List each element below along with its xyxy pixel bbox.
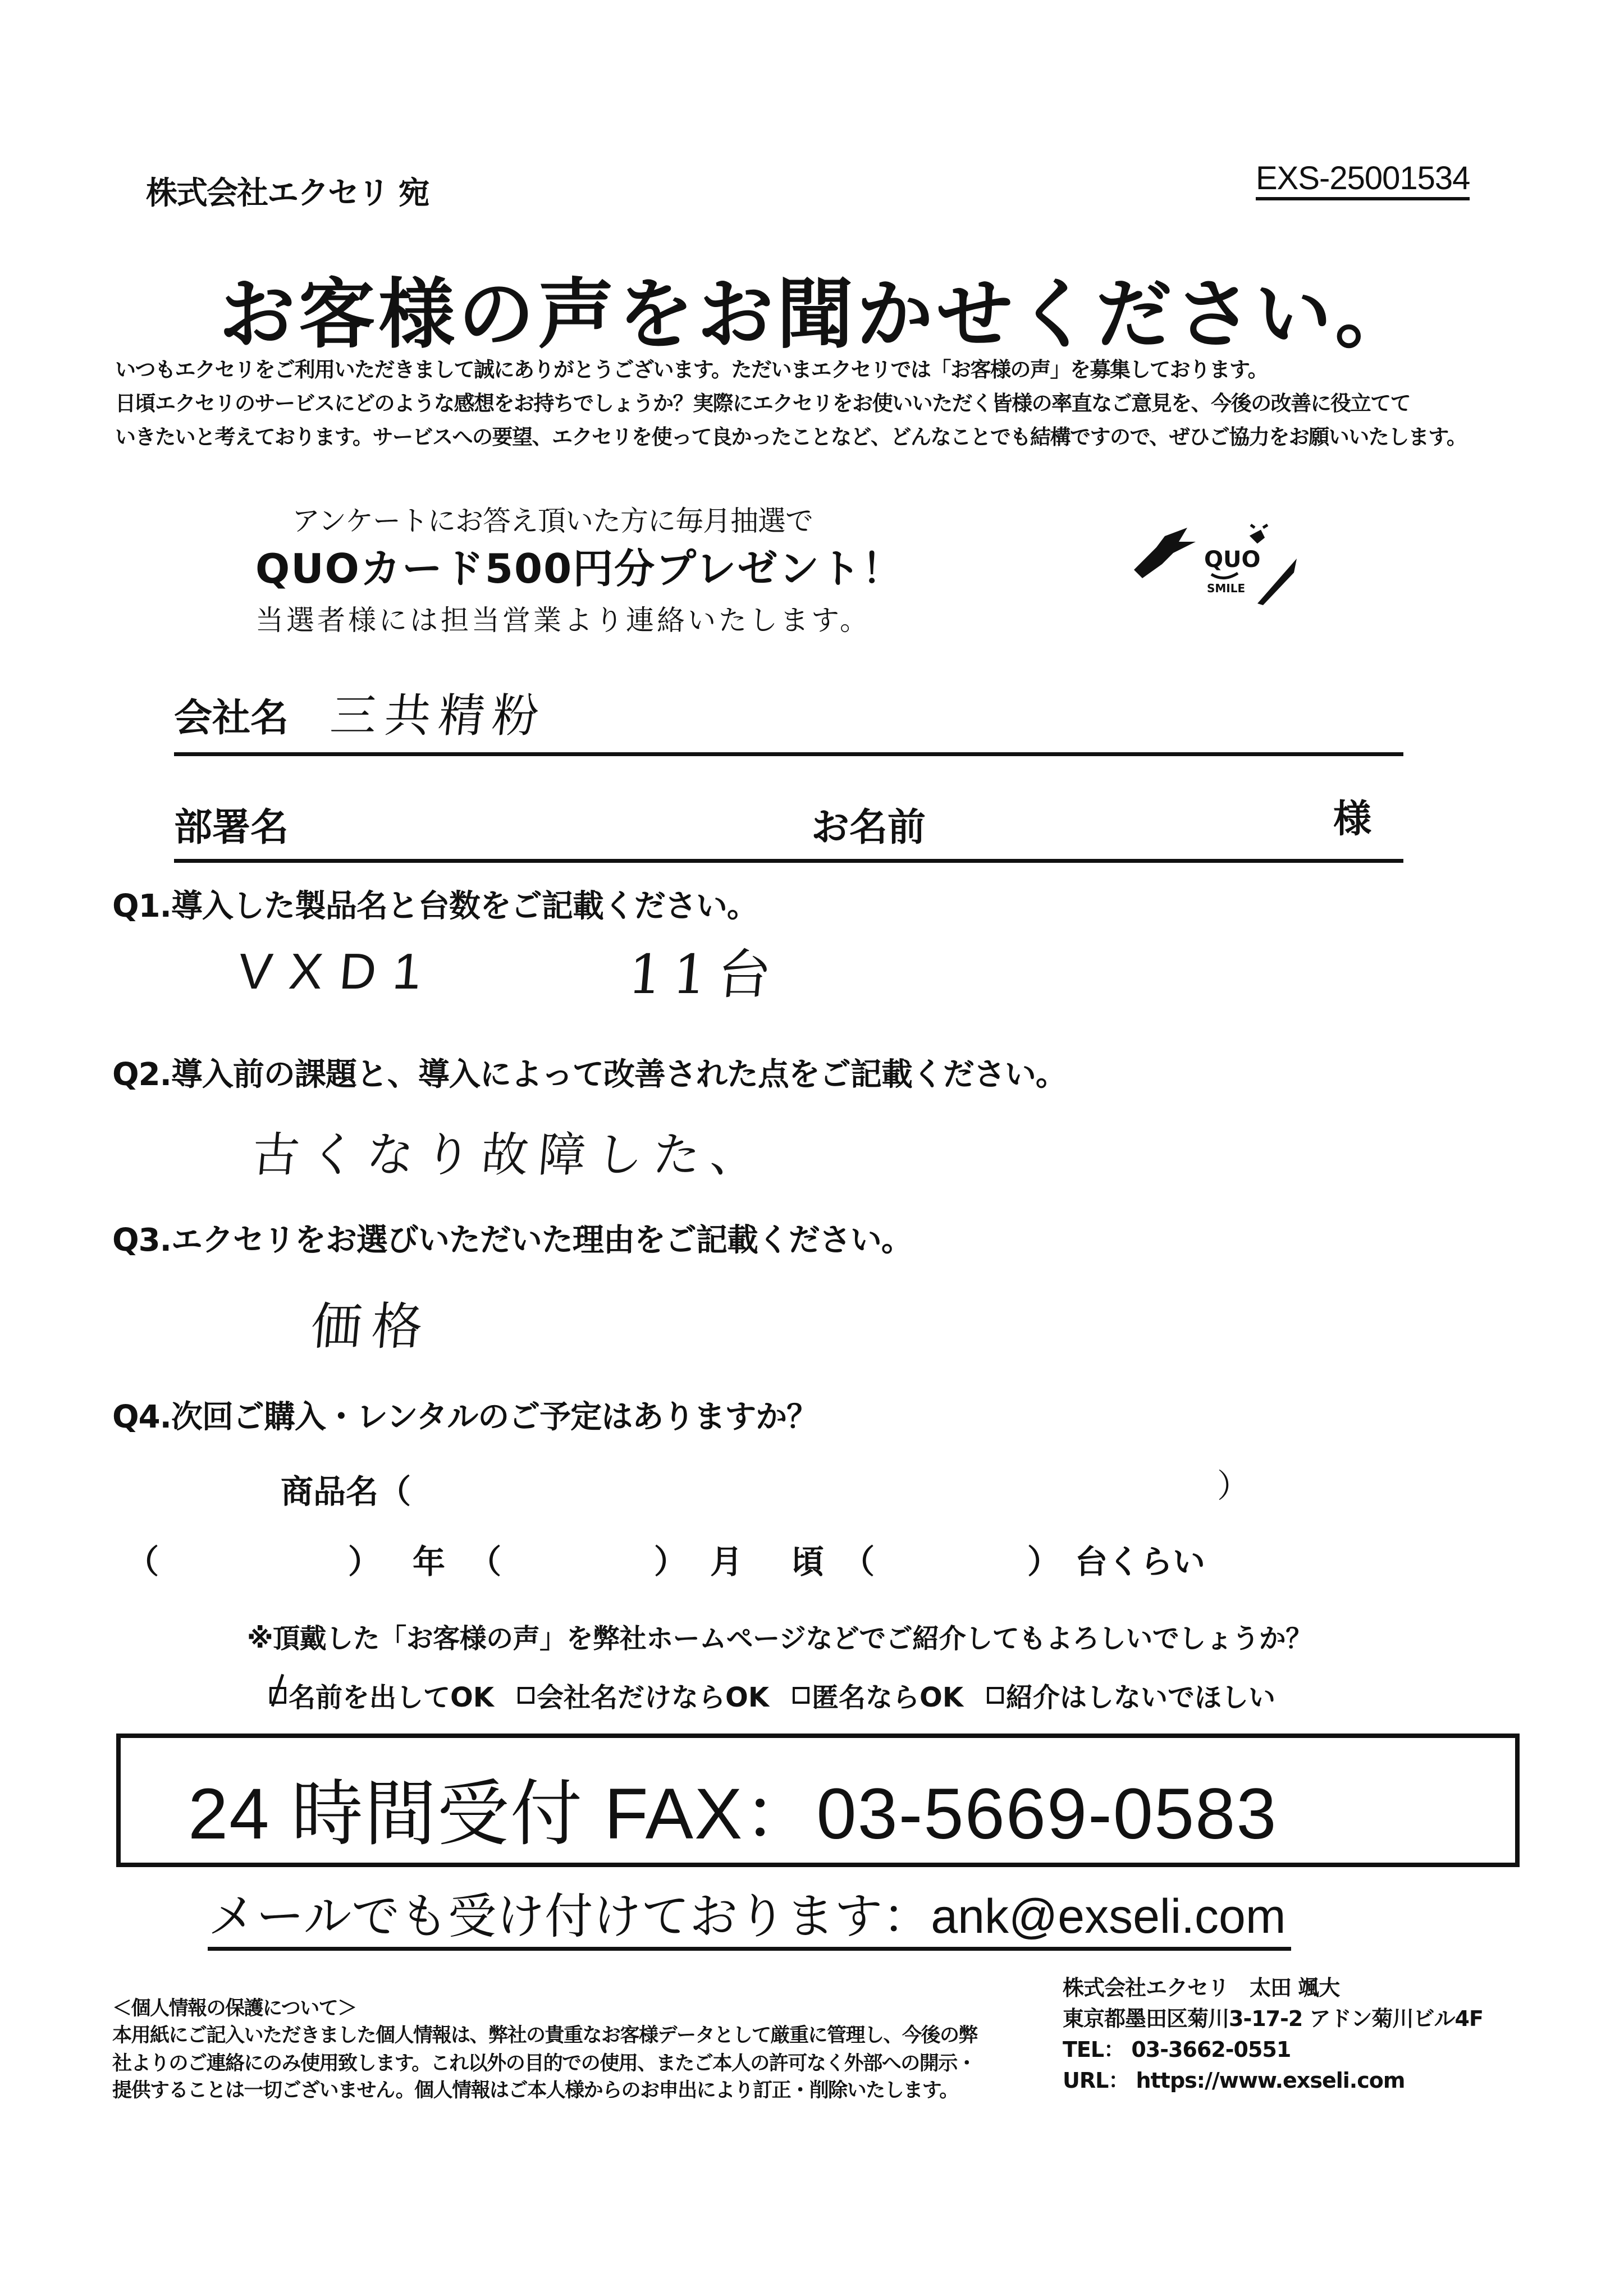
month-open-paren: （ — [469, 1543, 502, 1581]
page-title: お客様の声をお聞かせください。 — [219, 271, 1415, 359]
question-3: Q3.エクセリをお選びいただいた理由をご記載ください。 — [112, 1222, 912, 1259]
answer-1-count[interactable]: 11台 — [625, 943, 784, 1006]
checkbox[interactable] — [518, 1687, 534, 1704]
quo-card-logo-icon — [1123, 502, 1308, 615]
units-close-paren: ） — [1027, 1543, 1060, 1581]
campaign-lead: アンケートにお答え頂いた方に毎月抽選で — [292, 505, 813, 537]
contact-tel: TEL： 03-3662-0551 — [1063, 2037, 1291, 2062]
consent-option-anonymous[interactable] — [793, 1676, 963, 1714]
year-label: 年 — [413, 1543, 446, 1581]
units-open-paren: （ — [842, 1543, 875, 1581]
answer-3[interactable]: 価格 — [308, 1297, 435, 1356]
units-field[interactable] — [895, 1535, 1041, 1575]
svg-text:QUO: QUO — [1204, 547, 1261, 573]
consent-options — [269, 1676, 1275, 1714]
email-contact[interactable]: メールでも受け付けております：ank@exseli.com — [208, 1886, 1291, 1951]
approx-label: 頃 — [792, 1543, 825, 1581]
checkbox[interactable] — [987, 1687, 1004, 1704]
month-label: 月 — [710, 1543, 743, 1581]
consent-question: ※頂戴した「お客様の声」を弊社ホームページなどでご紹介してもよろしいでしょうか？ — [247, 1623, 1312, 1654]
privacy-text-line: 社よりのご連絡にのみ使用致します。これ以外の目的での使用、またご本人の許可なく外部への開示・ — [112, 2052, 976, 2075]
year-close-paren: ） — [348, 1543, 381, 1581]
fax-number: 24 時間受付 FAX：03-5669-0583 — [188, 1774, 1278, 1854]
consent-option-name-ok[interactable] — [269, 1676, 494, 1714]
year-field[interactable] — [177, 1535, 306, 1575]
company-name-underline — [174, 752, 1403, 756]
answer-1-product[interactable]: VXD1 — [236, 944, 441, 1000]
privacy-heading: ＜個人情報の保護について＞ — [112, 1997, 356, 2020]
document-id: EXS-25001534 — [1256, 160, 1470, 200]
intro-text-line: いきたいと考えております。サービスへの要望、エクセリを使って良かったことなど、どんなことでも結構ですので、ぜひご協力をお願いいたします。 — [115, 425, 1467, 449]
checkbox-checked[interactable] — [269, 1687, 286, 1704]
question-4: Q4.次回ご購入・レンタルのご予定はありますか？ — [112, 1399, 818, 1435]
company-name-label: 会社名 — [174, 696, 289, 740]
question-1: Q1.導入した製品名と台数をご記載ください。 — [112, 888, 758, 925]
month-close-paren: ） — [654, 1543, 687, 1581]
privacy-text-line: 提供することは一切ございません。個人情報はご本人様からのお申出により訂正・削除いたします。 — [112, 2079, 958, 2102]
department-name-underline[interactable] — [174, 859, 1403, 863]
contact-address: 東京都墨田区菊川3-17-2 アドン菊川ビル4F — [1063, 2006, 1483, 2031]
question-2: Q2.導入前の課題と、導入によって改善された点をご記載ください。 — [112, 1056, 1067, 1093]
addressee: 株式会社エクセリ 宛 — [146, 175, 429, 212]
next-purchase-schedule — [126, 1535, 1249, 1586]
consent-option-decline[interactable] — [987, 1676, 1275, 1714]
next-product-close-paren: ） — [1217, 1467, 1250, 1505]
contact-url[interactable]: URL： https://www.exseli.com — [1063, 2068, 1405, 2093]
option-label: 紹介はしないでほしい — [1006, 1682, 1276, 1713]
option-label: 名前を出してOK — [289, 1682, 495, 1713]
option-label: 会社名だけならOK — [537, 1682, 770, 1713]
contact-company: 株式会社エクセリ 太田 颯大 — [1063, 1975, 1340, 2000]
department-label: 部署名 — [174, 806, 289, 850]
consent-option-company-only[interactable] — [518, 1676, 769, 1714]
intro-text-line: いつもエクセリをご利用いただきまして誠にありがとうございます。ただいまエクセリでは「お客様の声」を募集しております。 — [115, 358, 1268, 382]
intro-text-line: 日頃エクセリのサービスにどのような感想をお持ちでしょうか？実際にエクセリをお使いいただく皆様の率直なご意見を、今後の改善に役立てて — [115, 391, 1411, 415]
units-label: 台くらい — [1075, 1543, 1206, 1581]
month-field[interactable] — [519, 1535, 654, 1575]
year-open-paren: （ — [126, 1543, 159, 1581]
honorific-label: 様 — [1333, 797, 1372, 841]
privacy-text-line: 本用紙にご記入いただきました個人情報は、弊社の貴重なお客様データとして厳重に管理し、今後の弊 — [112, 2024, 978, 2047]
svg-text:SMILE: SMILE — [1207, 582, 1246, 595]
answer-2[interactable]: 古くなり故障した、 — [250, 1127, 770, 1182]
campaign-headline: QUOカード500円分プレゼント！ — [255, 545, 904, 592]
name-label: お名前 — [811, 806, 926, 850]
option-label: 匿名ならOK — [812, 1682, 964, 1713]
next-product-label: 商品名（ — [281, 1472, 411, 1511]
company-name-field[interactable]: 三共精粉 — [328, 689, 550, 743]
checkbox[interactable] — [793, 1687, 809, 1704]
campaign-note: 当選者様には担当営業より連絡いたします。 — [255, 604, 871, 637]
